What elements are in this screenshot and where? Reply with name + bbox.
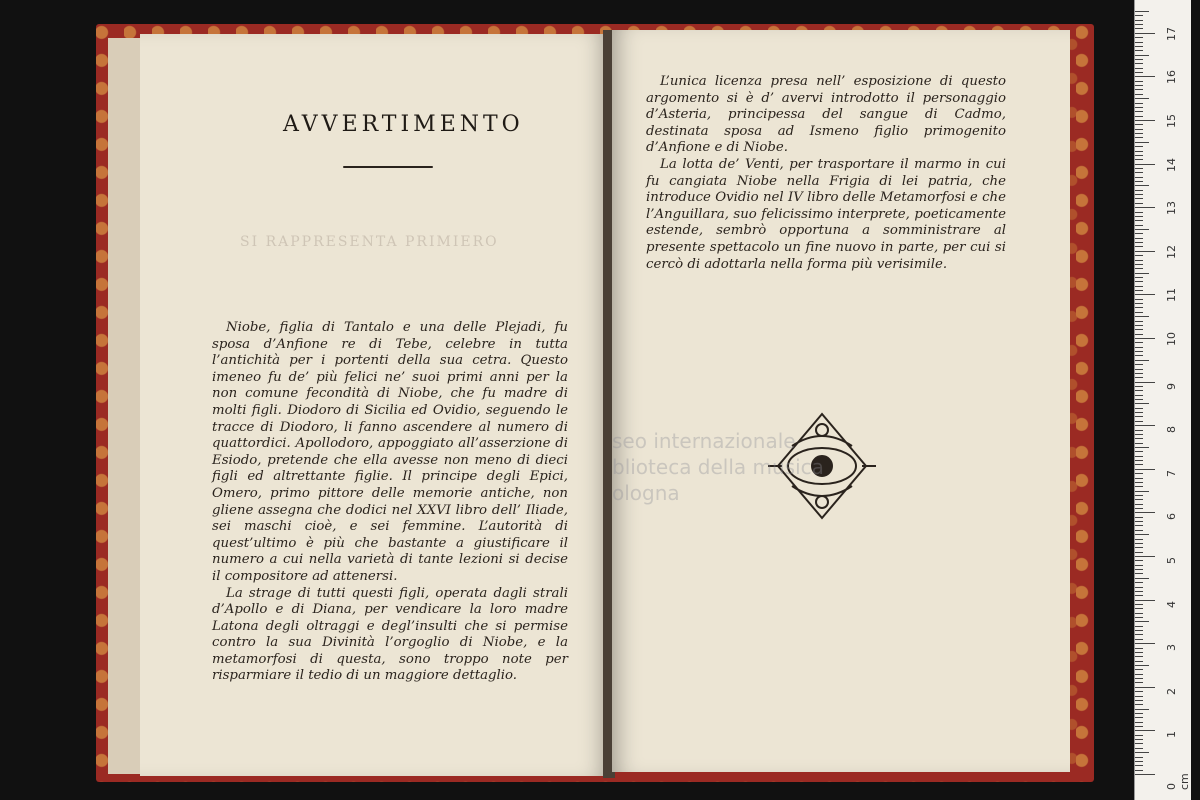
ruler-tick — [1135, 307, 1143, 308]
ruler-tick — [1135, 137, 1143, 138]
ruler-tick — [1135, 478, 1143, 479]
ruler-tick — [1135, 656, 1143, 657]
ruler-tick — [1135, 142, 1149, 143]
ruler-tick — [1135, 28, 1143, 29]
ruler-tick — [1135, 757, 1143, 758]
ruler-tick — [1135, 229, 1149, 230]
ruler-tick — [1135, 76, 1155, 77]
ruler-tick — [1135, 621, 1149, 622]
ruler-label: 10 — [1165, 332, 1178, 346]
ruler-tick — [1135, 172, 1143, 173]
ruler-tick — [1135, 687, 1155, 688]
ruler-tick — [1135, 198, 1143, 199]
ruler-tick — [1135, 761, 1143, 762]
ruler-tick — [1135, 325, 1143, 326]
ruler-tick — [1135, 430, 1143, 431]
ruler-tick — [1135, 403, 1149, 404]
ruler-tick — [1135, 190, 1143, 191]
ruler-tick — [1135, 530, 1143, 531]
paragraph: L’unica licenza presa nell’ esposizione di questo argomento si è d’ avervi introdotto il personaggio d’Asteria, principessa del sangue di Cadmo, destinata sposa ad Ismeno figlio primogenito d’Anfione e di Niobe. — [646, 74, 1006, 156]
ruler-tick — [1135, 81, 1143, 82]
ruler-label: 1 — [1165, 731, 1178, 739]
ruler-tick — [1135, 578, 1149, 579]
page-title: AVVERTIMENTO — [283, 112, 524, 137]
watermark: seo internazionale blioteca della musica ologna — [612, 429, 824, 505]
ruler-tick — [1135, 735, 1143, 736]
ruler-tick — [1135, 495, 1143, 496]
paragraph: Niobe, figlia di Tantalo e una delle Plejadi, fu sposa d’Anfione re di Tebe, celebre in tutta l’antichità per i portenti della sua cetra. Questo imeneo fu de’ più felici ne’ suoi primi anni per la non comune fecondità di Niobe, che fu madre di molti figli. Diodoro di Sicilia ed Ovidio, seguendo le tracce di Diodoro, li fanno ascendere al numero di quattordici. Apollodoro, appoggiato all’asserzione di Esiodo, pretende che ella avesse non meno di dieci figli ed altrettante figlie. Il principe degli Epici, Omero, primo pittore delle memorie antiche, non gliene assegna che dodici nel XXVI libro dell’ Iliade, sei maschi cioè, e sei femmine. L’autorità di quest’ultimo è più che bastante a giustificare il numero a cui nella varietà di tante lezioni si decise il compositore ad attenersi. — [212, 320, 568, 584]
ruler-tick — [1135, 129, 1143, 130]
ruler-tick — [1135, 63, 1143, 64]
ruler-tick — [1135, 416, 1143, 417]
ruler-tick — [1135, 351, 1143, 352]
ruler-tick — [1135, 212, 1143, 213]
ruler-tick — [1135, 377, 1143, 378]
right-page — [612, 30, 1070, 772]
ruler-tick — [1135, 661, 1143, 662]
ruler-label: 2 — [1165, 687, 1178, 695]
ruler-tick — [1135, 342, 1143, 343]
ruler-tick — [1135, 534, 1149, 535]
ruler-tick — [1135, 700, 1143, 701]
measuring-ruler — [1134, 0, 1191, 800]
ruler-tick — [1135, 220, 1143, 221]
show-through-text: SI RAPPRESENTA PRIMIERO — [240, 234, 499, 250]
ruler-tick — [1135, 85, 1143, 86]
ruler-label: 12 — [1165, 244, 1178, 259]
ruler-tick — [1135, 587, 1143, 588]
ruler-tick — [1135, 251, 1155, 252]
ruler-tick — [1135, 260, 1143, 261]
ruler-tick — [1135, 382, 1155, 383]
ruler-tick — [1135, 486, 1143, 487]
ruler-tick — [1135, 111, 1143, 112]
ruler-tick — [1135, 185, 1149, 186]
ruler-tick — [1135, 194, 1143, 195]
ruler-tick — [1135, 72, 1143, 73]
ruler-tick — [1135, 434, 1143, 435]
ruler-tick — [1135, 726, 1143, 727]
ruler-tick — [1135, 103, 1143, 104]
ruler-tick — [1135, 556, 1155, 557]
ruler-label: 15 — [1165, 114, 1178, 128]
ruler-tick — [1135, 443, 1143, 444]
ruler-tick — [1135, 42, 1143, 43]
ruler-tick — [1135, 438, 1143, 439]
ruler-tick — [1135, 547, 1143, 548]
ruler-tick — [1135, 709, 1149, 710]
ruler-tick — [1135, 560, 1143, 561]
ruler-tick — [1135, 11, 1149, 12]
ruler-tick — [1135, 491, 1149, 492]
ruler-tick — [1135, 386, 1143, 387]
ruler-tick — [1135, 15, 1143, 16]
ruler-tick — [1135, 543, 1143, 544]
ruler-tick — [1135, 743, 1143, 744]
ruler-tick — [1135, 412, 1143, 413]
ruler-tick — [1135, 347, 1143, 348]
ruler-tick — [1135, 233, 1143, 234]
ruler-tick — [1135, 107, 1143, 108]
ruler-tick — [1135, 552, 1143, 553]
ruler-tick — [1135, 98, 1149, 99]
ruler-tick — [1135, 508, 1143, 509]
ruler-tick — [1135, 499, 1143, 500]
left-page — [140, 34, 608, 776]
ruler-tick — [1135, 373, 1143, 374]
ruler-tick — [1135, 33, 1155, 34]
ruler-tick — [1135, 722, 1143, 723]
ruler-tick — [1135, 730, 1155, 731]
ruler-tick — [1135, 408, 1143, 409]
ruler-tick — [1135, 717, 1143, 718]
ruler-tick — [1135, 164, 1155, 165]
ruler-tick — [1135, 399, 1143, 400]
left-body — [212, 320, 568, 685]
ruler-tick — [1135, 639, 1143, 640]
ruler-tick — [1135, 242, 1143, 243]
ruler-tick — [1135, 203, 1143, 204]
ruler-tick — [1135, 168, 1143, 169]
ruler-tick — [1135, 425, 1155, 426]
ruler-tick — [1135, 94, 1143, 95]
ruler-tick — [1135, 312, 1143, 313]
ruler-tick — [1135, 321, 1143, 322]
ruler-tick — [1135, 613, 1143, 614]
ruler-tick — [1135, 124, 1143, 125]
ruler-tick — [1135, 456, 1143, 457]
ruler-tick — [1135, 68, 1143, 69]
ruler-label: 17 — [1165, 26, 1178, 41]
ruler-tick — [1135, 24, 1143, 25]
ruler-label: 4 — [1165, 600, 1178, 608]
ruler-tick — [1135, 360, 1149, 361]
ruler-tick — [1135, 369, 1143, 370]
ruler-tick — [1135, 225, 1143, 226]
ruler-tick — [1135, 748, 1143, 749]
ruler-tick — [1135, 50, 1143, 51]
ruler-tick — [1135, 517, 1143, 518]
ruler-tick — [1135, 316, 1149, 317]
ruler-label: 16 — [1165, 70, 1178, 85]
ruler-tick — [1135, 595, 1143, 596]
ruler-tick — [1135, 273, 1149, 274]
ruler-tick — [1135, 626, 1143, 627]
ruler-tick — [1135, 451, 1143, 452]
ruler-tick — [1135, 421, 1143, 422]
ruler-tick — [1135, 573, 1143, 574]
ruler-label: 14 — [1165, 157, 1178, 172]
ruler-tick — [1135, 216, 1143, 217]
ruler-tick — [1135, 630, 1143, 631]
ruler-label: 3 — [1165, 644, 1178, 652]
ruler-tick — [1135, 238, 1143, 239]
ruler-tick — [1135, 565, 1143, 566]
ruler-tick — [1135, 364, 1143, 365]
ruler-tick — [1135, 89, 1143, 90]
ruler-tick — [1135, 713, 1143, 714]
ruler-tick — [1135, 255, 1143, 256]
ruler-tick — [1135, 600, 1155, 601]
ruler-tick — [1135, 268, 1143, 269]
ruler-tick — [1135, 739, 1143, 740]
ruler-tick — [1135, 181, 1143, 182]
ruler-tick — [1135, 696, 1143, 697]
ruler-tick — [1135, 290, 1143, 291]
ruler-tick — [1135, 512, 1155, 513]
ruler-tick — [1135, 608, 1143, 609]
ruler-label: 7 — [1165, 469, 1178, 477]
ruler-tick — [1135, 447, 1149, 448]
ruler-tick — [1135, 652, 1143, 653]
ruler-tick — [1135, 669, 1143, 670]
ruler-tick — [1135, 770, 1143, 771]
ruler-tick — [1135, 674, 1143, 675]
right-body — [646, 74, 1006, 273]
ruler-tick — [1135, 146, 1143, 147]
ruler-tick — [1135, 604, 1143, 605]
ruler-tick — [1135, 774, 1155, 775]
ruler-tick — [1135, 37, 1143, 38]
ruler-tick — [1135, 665, 1149, 666]
ruler-tick — [1135, 525, 1143, 526]
ruler-tick — [1135, 582, 1143, 583]
ruler-tick — [1135, 55, 1149, 56]
ruler-label: 9 — [1165, 382, 1178, 390]
ruler-tick — [1135, 59, 1143, 60]
ruler-tick — [1135, 151, 1143, 152]
ruler-tick — [1135, 329, 1143, 330]
ruler-tick — [1135, 678, 1143, 679]
ruler-tick — [1135, 46, 1143, 47]
ruler-tick — [1135, 207, 1155, 208]
ruler-tick — [1135, 120, 1155, 121]
ruler-tick — [1135, 682, 1143, 683]
ruler-tick — [1135, 133, 1143, 134]
ruler-tick — [1135, 643, 1155, 644]
ruler-label: 6 — [1165, 513, 1178, 521]
ruler-label: 5 — [1165, 557, 1178, 564]
ruler-tick — [1135, 469, 1155, 470]
ruler-tick — [1135, 116, 1143, 117]
ruler-tick — [1135, 246, 1143, 247]
ruler-tick — [1135, 334, 1143, 335]
ruler-tick — [1135, 460, 1143, 461]
ruler-label: 13 — [1165, 201, 1178, 216]
ruler-tick — [1135, 569, 1143, 570]
ruler-tick — [1135, 482, 1143, 483]
ruler-label: 8 — [1165, 426, 1178, 434]
ruler-tick — [1135, 634, 1143, 635]
ruler-tick — [1135, 539, 1143, 540]
ruler-tick — [1135, 294, 1155, 295]
ruler-tick — [1135, 648, 1143, 649]
ruler-tick — [1135, 591, 1143, 592]
ruler-tick — [1135, 338, 1155, 339]
ruler-tick — [1135, 521, 1143, 522]
ruler-tick — [1135, 691, 1143, 692]
ruler-tick — [1135, 155, 1143, 156]
paragraph: La strage di tutti questi figli, operata dagli strali d’Apollo e di Diana, per vendicare la loro madre Latona degli oltraggi e degl’insulti che si permise contro la sua Divinità l’orgoglio di Niobe, e la metamorfosi di questa, sono troppo note per risparmiare il tedio di un maggiore dettaglio. — [212, 585, 568, 684]
ruler-tick — [1135, 395, 1143, 396]
ruler-tick — [1135, 286, 1143, 287]
ruler-tick — [1135, 264, 1143, 265]
ruler-tick — [1135, 277, 1143, 278]
ruler-tick — [1135, 504, 1143, 505]
ruler-unit-label: 0 cm — [1165, 773, 1191, 790]
ruler-tick — [1135, 355, 1143, 356]
title-rule — [343, 166, 433, 168]
ruler-tick — [1135, 20, 1143, 21]
ruler-tick — [1135, 390, 1143, 391]
ruler-tick — [1135, 617, 1143, 618]
ruler-tick — [1135, 473, 1143, 474]
ruler-tick — [1135, 464, 1143, 465]
ruler-tick — [1135, 303, 1143, 304]
ruler-label: 11 — [1165, 288, 1178, 303]
ruler-tick — [1135, 752, 1149, 753]
ruler-tick — [1135, 704, 1143, 705]
ruler-tick — [1135, 299, 1143, 300]
ruler-tick — [1135, 281, 1143, 282]
ruler-tick — [1135, 765, 1143, 766]
ruler-tick — [1135, 159, 1143, 160]
paragraph: La lotta de’ Venti, per trasportare il marmo in cui fu cangiata Niobe nella Frigia di lei patria, che introduce Ovidio nel IV libro delle Metamorfosi e che l’Anguillara, suo felicissimo interprete, poeticamente estende, sembrò opportuna a somministrare al presente spettacolo un fine nuovo in parte, per cui si cercò di adottarla nella forma più verisimile. — [646, 156, 1006, 272]
ruler-tick — [1135, 177, 1143, 178]
